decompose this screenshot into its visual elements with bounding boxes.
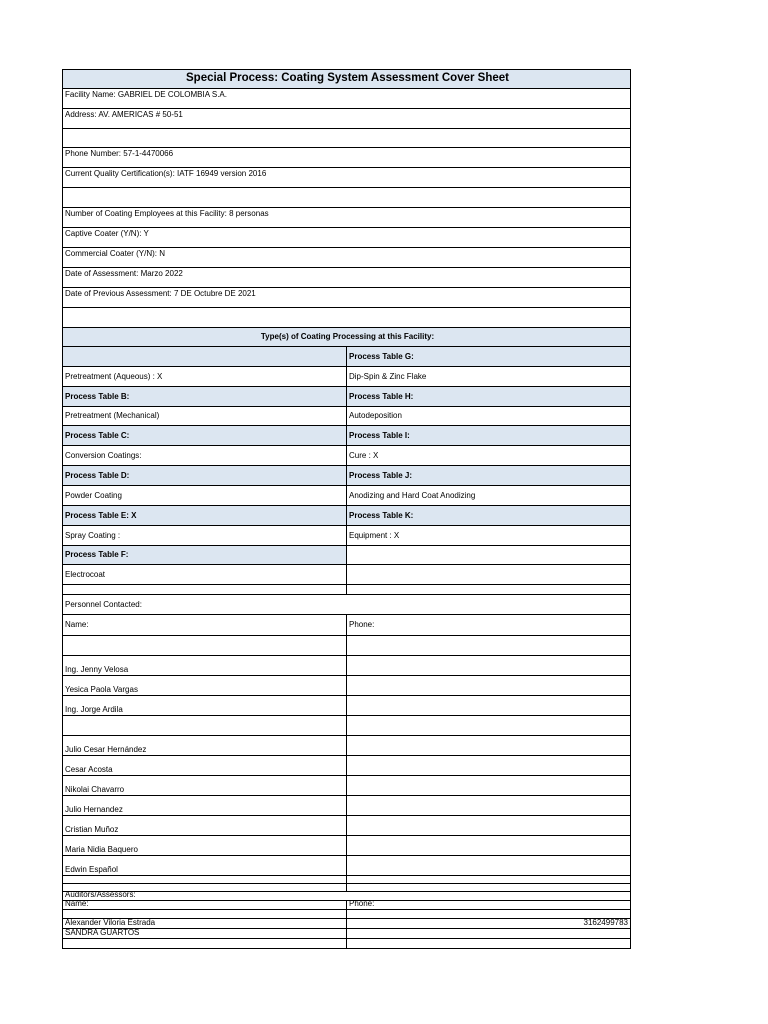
process-table-a-header: [63, 347, 347, 366]
empty-cell: [347, 929, 630, 938]
personnel-row: [62, 636, 631, 656]
cure: Cure : X: [349, 450, 379, 460]
spacer-row: [62, 585, 631, 595]
personnel-name: Yesica Paola Vargas: [63, 676, 347, 695]
auditor-name-label: Name:: [63, 901, 347, 909]
process-table-g-header: Process Table G:: [347, 347, 630, 366]
process-item-row: [62, 486, 631, 506]
process-header-row: [62, 466, 631, 486]
empty-cell: [347, 910, 630, 918]
blank-row: [62, 129, 631, 148]
phone-number: Phone Number: 57-1-4470066: [65, 149, 174, 158]
pretreatment-mechanical: Pretreatment (Mechanical): [63, 407, 347, 425]
empty-cell: [63, 636, 347, 655]
spacer-row: [62, 876, 631, 884]
empty-cell: [347, 636, 630, 655]
date-assessment-row: [62, 268, 631, 288]
address-row: [62, 109, 631, 129]
types-header-row: [62, 328, 631, 347]
commercial-coater-row: [62, 248, 631, 268]
auditor-row: [62, 919, 631, 929]
types-header: Type(s) of Coating Processing at this Facility:: [63, 328, 630, 346]
auditor-row: [62, 929, 631, 939]
commercial-coater: Commercial Coater (Y/N): N: [65, 249, 166, 258]
personnel-phone: [347, 816, 630, 835]
process-table-f-header: Process Table F:: [63, 546, 347, 564]
personnel-name: Edwin Español: [63, 856, 347, 875]
auditor-phone-label: Phone:: [349, 901, 375, 908]
spacer-row: [62, 884, 631, 892]
empty-cell: [347, 565, 630, 584]
auditors-header: Auditors/Assessors:: [65, 892, 136, 899]
personnel-row: [62, 816, 631, 836]
empty-cell: [63, 939, 347, 948]
personnel-name: Ing. Jenny Velosa: [63, 656, 347, 675]
personnel-phone: [347, 736, 630, 755]
personnel-row: [62, 776, 631, 796]
auditor-row: [62, 939, 631, 949]
process-table-k-header: Process Table K:: [347, 506, 630, 525]
dip-spin-zinc-flake: Dip-Spin & Zinc Flake: [349, 371, 427, 381]
date-of-assessment: Date of Assessment: Marzo 2022: [65, 269, 183, 278]
auditor-phone: 3162499783: [583, 919, 628, 927]
facility-name-row: [62, 89, 631, 109]
personnel-labels-row: [62, 615, 631, 636]
process-header-row: [62, 546, 631, 565]
process-table-i-header: Process Table I:: [347, 426, 630, 445]
personnel-name: Maria Nidia Baquero: [63, 836, 347, 855]
empty-cell: [347, 546, 630, 564]
equipment: Equipment : X: [349, 530, 400, 540]
personnel-name: Cristian Muñoz: [63, 816, 347, 835]
empty-cell: [347, 884, 630, 891]
auditor-name: SANDRA GUARTOS: [63, 929, 347, 938]
process-header-row: [62, 387, 631, 407]
empty-cell: [63, 910, 347, 918]
certification-row: [62, 168, 631, 188]
phone-number-row: [62, 148, 631, 168]
personnel-phone: [347, 776, 630, 795]
captive-coater: Captive Coater (Y/N): Y: [65, 229, 149, 238]
date-previous-row: [62, 288, 631, 308]
personnel-header-row: [62, 595, 631, 615]
conversion-coatings: Conversion Coatings:: [63, 446, 347, 465]
auditors-labels-row: [62, 901, 631, 910]
empty-cell: [347, 876, 630, 883]
captive-coater-row: [62, 228, 631, 248]
coating-employees: Number of Coating Employees at this Facility: 8 personas: [65, 209, 269, 218]
process-item-row: [62, 367, 631, 387]
process-table-d-header: Process Table D:: [63, 466, 347, 485]
auditor-row: [62, 910, 631, 919]
personnel-name: Julio Cesar Hernández: [63, 736, 347, 755]
personnel-phone-label: Phone:: [349, 620, 375, 629]
personnel-phone: [347, 836, 630, 855]
personnel-row: [62, 836, 631, 856]
auditor-name: Alexander Viloria Estrada: [63, 919, 347, 928]
personnel-row: [62, 676, 631, 696]
personnel-row: [62, 736, 631, 756]
personnel-phone: [347, 656, 630, 675]
personnel-name: [63, 716, 347, 735]
process-item-row: [62, 407, 631, 426]
personnel-name: Julio Hernandez: [63, 796, 347, 815]
process-table-j-header: Process Table J:: [347, 466, 630, 485]
address: Address: AV. AMERICAS # 50-51: [65, 110, 183, 119]
anodizing: Anodizing and Hard Coat Anodizing: [349, 490, 476, 500]
process-item-row: [62, 565, 631, 585]
blank-row: [62, 188, 631, 208]
auditor-phone-cell: [347, 919, 630, 928]
process-table-c-header: Process Table C:: [63, 426, 347, 445]
personnel-row: [62, 796, 631, 816]
personnel-row: [62, 856, 631, 876]
personnel-name: Cesar Acosta: [63, 756, 347, 775]
assessment-cover-sheet: [62, 69, 631, 949]
autodeposition: Autodeposition: [349, 411, 402, 420]
electrocoat: Electrocoat: [63, 565, 347, 584]
personnel-name: Ing. Jorge Ardila: [63, 696, 347, 715]
certification: Current Quality Certification(s): IATF 16949 version 2016: [65, 169, 267, 178]
empty-cell: [347, 585, 630, 594]
personnel-name: Nikolai Chavarro: [63, 776, 347, 795]
personnel-phone: [347, 796, 630, 815]
personnel-phone: [347, 856, 630, 875]
empty-cell: [347, 939, 630, 948]
powder-coating: Powder Coating: [63, 486, 347, 505]
sheet-title: Special Process: Coating System Assessment Cover Sheet: [63, 70, 630, 88]
empty-cell: [63, 884, 347, 891]
personnel-row: [62, 716, 631, 736]
process-header-row: [62, 347, 631, 367]
personnel-phone: [347, 696, 630, 715]
process-table-b-header: Process Table B:: [63, 387, 347, 406]
process-table-e-header: Process Table E: X: [63, 506, 347, 525]
empty-cell: [63, 876, 347, 883]
process-item-row: [62, 526, 631, 546]
process-header-row: [62, 506, 631, 526]
date-of-previous-assessment: Date of Previous Assessment: 7 DE Octubre DE 2021: [65, 289, 256, 298]
coating-employees-row: [62, 208, 631, 228]
personnel-phone: [347, 676, 630, 695]
personnel-header: Personnel Contacted:: [65, 599, 142, 609]
empty-cell: [63, 585, 347, 594]
process-table-h-header: Process Table H:: [347, 387, 630, 406]
personnel-phone: [347, 756, 630, 775]
pretreatment-aqueous: Pretreatment (Aqueous) : X: [63, 367, 347, 386]
process-item-row: [62, 446, 631, 466]
process-header-row: [62, 426, 631, 446]
blank-row: [62, 308, 631, 328]
spray-coating: Spray Coating :: [63, 526, 347, 545]
personnel-row: [62, 696, 631, 716]
personnel-row: [62, 756, 631, 776]
personnel-row: [62, 656, 631, 676]
title-row: [62, 69, 631, 89]
personnel-name-label: Name:: [63, 615, 347, 635]
auditors-header-row: [62, 892, 631, 901]
personnel-phone: [347, 716, 630, 735]
facility-name: Facility Name: GABRIEL DE COLOMBIA S.A.: [65, 90, 227, 99]
